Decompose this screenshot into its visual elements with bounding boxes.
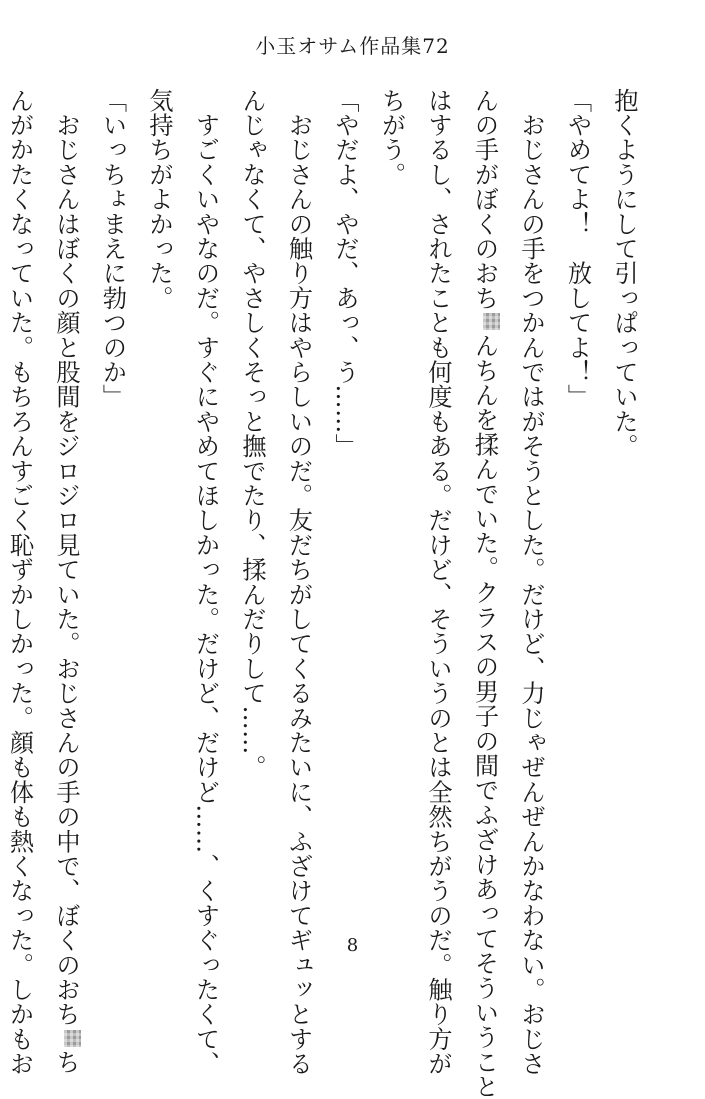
text-segment: はするし、されたことも何度もある。だけど、そういうのとは全然ちがうのだ。触り方が <box>424 88 452 1076</box>
text-line <box>601 88 648 908</box>
text-line <box>275 88 322 1076</box>
censor-mosaic-icon <box>483 313 500 330</box>
book-title-header: 小玉オサム作品集72 <box>255 34 450 58</box>
text-line <box>136 88 183 908</box>
text-line <box>461 88 508 1099</box>
vertical-text-body <box>5 88 647 1099</box>
text-segment: ち <box>52 1049 80 1075</box>
text-segment: 「やだよ、やだ、あっ、う……」 <box>331 88 359 459</box>
text-line <box>0 88 43 1076</box>
text-line <box>89 88 136 908</box>
text-segment: 気持ちがよかった。 <box>145 88 173 311</box>
text-line <box>43 88 90 1075</box>
text-segment: すごくいやなのだ。すぐにやめてほしかった。だけど、だけど……、くすぐったくて、 <box>191 88 220 1076</box>
text-segment: おじさんの手をつかんではがそうとした。だけど、力じゃぜんぜんかなわない。おじさ <box>517 88 545 1076</box>
text-line <box>554 88 601 908</box>
text-segment: 抱くようにして引っぱっていた。 <box>610 88 638 459</box>
text-line <box>368 88 415 908</box>
text-segment: おじさんの触り方はやらしいのだ。友だちがしてくるみたいに、ふざけてギュッとする <box>284 88 313 1076</box>
text-segment: おじさんはぼくの顔と股間をジロジロ見ていた。おじさんの手の中で、ぼくのおち <box>52 88 80 1027</box>
text-segment: ちがう。 <box>377 88 406 187</box>
text-line <box>322 88 369 908</box>
text-segment: んの手がぼくのおち <box>470 88 499 311</box>
text-line <box>508 88 555 1076</box>
text-segment: 「やめてよ！ 放してよ！」 <box>563 88 592 410</box>
page-number: 8 <box>346 935 359 956</box>
text-segment: んちんを揉んでいた。クラスの男子の間でふざけあってそういうこと <box>470 333 499 1099</box>
text-segment: 「いっちょまえに勃つのか」 <box>98 88 127 410</box>
censor-mosaic-icon <box>64 1030 81 1047</box>
text-line <box>229 88 276 908</box>
text-segment: んじゃなくて、やさしくそっと撫でたり、揉んだりして……。 <box>238 88 266 780</box>
text-segment: んがかたくなっていた。もちろんすごく恥ずかしかった。顔も体も熱くなった。しかもお <box>5 88 34 1076</box>
text-line <box>182 88 229 1076</box>
text-line <box>415 88 462 1076</box>
